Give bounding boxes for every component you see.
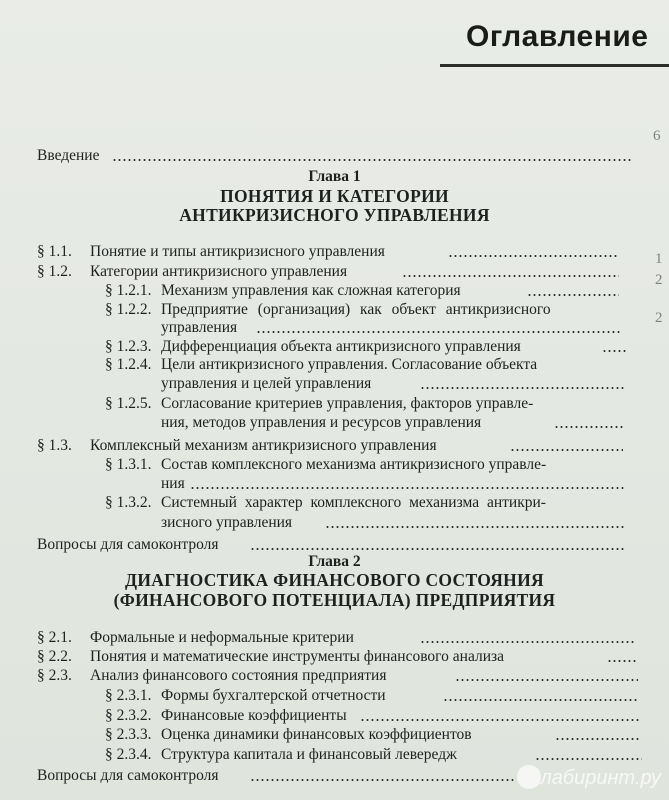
chapter-2-title-line2: (ФИНАНСОВОГО ПОТЕНЦИАЛА) ПРЕДПРИЯТИЯ <box>113 590 556 610</box>
section-title: Финансовые коэффициенты <box>161 707 347 724</box>
page-title: Оглавление <box>466 20 649 53</box>
section-title: Согласование критериев управления, факторов управле- <box>161 395 534 412</box>
edge-page-mark: 2 <box>655 272 663 288</box>
section-title: Формы бухгалтерской отчетности <box>161 687 386 704</box>
section-number: § 1.2.3. <box>105 338 152 355</box>
section-number: § 1.2.2. <box>105 301 152 318</box>
section-number: § 2.3.3. <box>105 726 152 743</box>
chapter-1-title-line2: АНТИКРИЗИСНОГО УПРАВЛЕНИЯ <box>179 205 490 225</box>
section-title: Вопросы для самоконтроля <box>37 536 219 553</box>
edge-page-mark: 1 <box>655 251 663 267</box>
section-number: § 1.1. <box>37 243 72 260</box>
section-number: § 1.3.1. <box>105 456 152 473</box>
leader-dots <box>443 699 639 701</box>
section-title: Вопросы для самоконтроля <box>37 767 219 784</box>
section-title: управления и целей управления <box>161 375 372 392</box>
watermark-logo-icon <box>517 765 541 789</box>
section-title: Категории антикризисного управления <box>90 263 348 280</box>
leader-dots <box>554 426 624 428</box>
leader-dots <box>402 275 619 277</box>
leader-dots <box>112 159 632 161</box>
chapter-2-label: Глава 2 <box>308 553 361 570</box>
section-title: Оценка динамики финансовых коэффициентов <box>161 726 472 743</box>
watermark: лабиринт.ру <box>540 767 661 789</box>
leader-dots <box>455 679 638 681</box>
chapter-1-label: Глава 1 <box>308 168 361 185</box>
section-title: ния, методов управления и ресурсов управления <box>161 414 482 431</box>
section-number: § 1.3. <box>37 437 72 454</box>
section-title: управления <box>161 319 238 336</box>
section-number: § 2.3.2. <box>105 707 152 724</box>
section-title: Системный характер комплексного механизма антикри- <box>161 494 546 511</box>
section-number: § 1.2.4. <box>105 356 152 373</box>
section-number: § 2.3.1. <box>105 687 152 704</box>
section-number: § 2.1. <box>37 629 72 646</box>
section-title: ния <box>161 475 185 492</box>
section-title: Предприятие (организация) как объект антикризисного <box>161 301 551 318</box>
section-title: Цели антикризисного управления. Согласование объекта <box>161 356 538 373</box>
toc-entry-text: Введение <box>37 147 100 164</box>
leader-dots <box>527 294 619 296</box>
section-title: Структура капитала и финансовый левередж <box>161 746 457 763</box>
leader-dots <box>535 758 642 760</box>
section-title: зисного управления <box>161 514 293 531</box>
section-number: § 1.3.2. <box>105 494 152 511</box>
leader-dots <box>250 548 625 550</box>
leader-dots <box>448 255 618 257</box>
leader-dots <box>325 526 625 528</box>
leader-dots <box>256 331 621 333</box>
chapter-1-title-line1: ПОНЯТИЯ И КАТЕГОРИИ <box>220 186 449 206</box>
section-title: Механизм управления как сложная категория <box>161 282 461 299</box>
section-number: § 1.2.1. <box>105 282 152 299</box>
leader-dots <box>602 350 626 352</box>
chapter-2-title-line1: ДИАГНОСТИКА ФИНАНСОВОГО СОСТОЯНИЯ <box>125 570 544 590</box>
section-number: § 1.2.5. <box>105 395 152 412</box>
title-rule <box>440 64 669 67</box>
section-title: Дифференциация объекта антикризисного управления <box>161 338 521 355</box>
leader-dots <box>510 449 623 451</box>
section-number: § 2.3. <box>37 667 72 684</box>
section-title: Формальные и неформальные критерии <box>90 629 354 646</box>
section-title: Понятие и типы антикризисного управления <box>90 243 385 260</box>
section-title: Понятия и математические инструменты финансового анализа <box>90 648 505 665</box>
leader-dots <box>190 487 625 489</box>
section-number: § 2.3.4. <box>105 746 152 763</box>
edge-page-mark: 6 <box>653 128 661 144</box>
section-number: § 1.2. <box>37 263 72 280</box>
leader-dots <box>250 779 515 781</box>
leader-dots <box>607 660 637 662</box>
section-number: § 2.2. <box>37 648 72 665</box>
section-title: Анализ финансового состояния предприятия <box>90 667 387 684</box>
section-title: Комплексный механизм антикризисного управления <box>90 437 437 454</box>
section-title: Состав комплексного механизма антикризисного управле- <box>161 456 547 473</box>
leader-dots <box>555 738 641 740</box>
leader-dots <box>420 387 625 389</box>
leader-dots <box>420 641 635 643</box>
leader-dots <box>360 719 640 721</box>
edge-page-mark: 2 <box>655 310 663 326</box>
